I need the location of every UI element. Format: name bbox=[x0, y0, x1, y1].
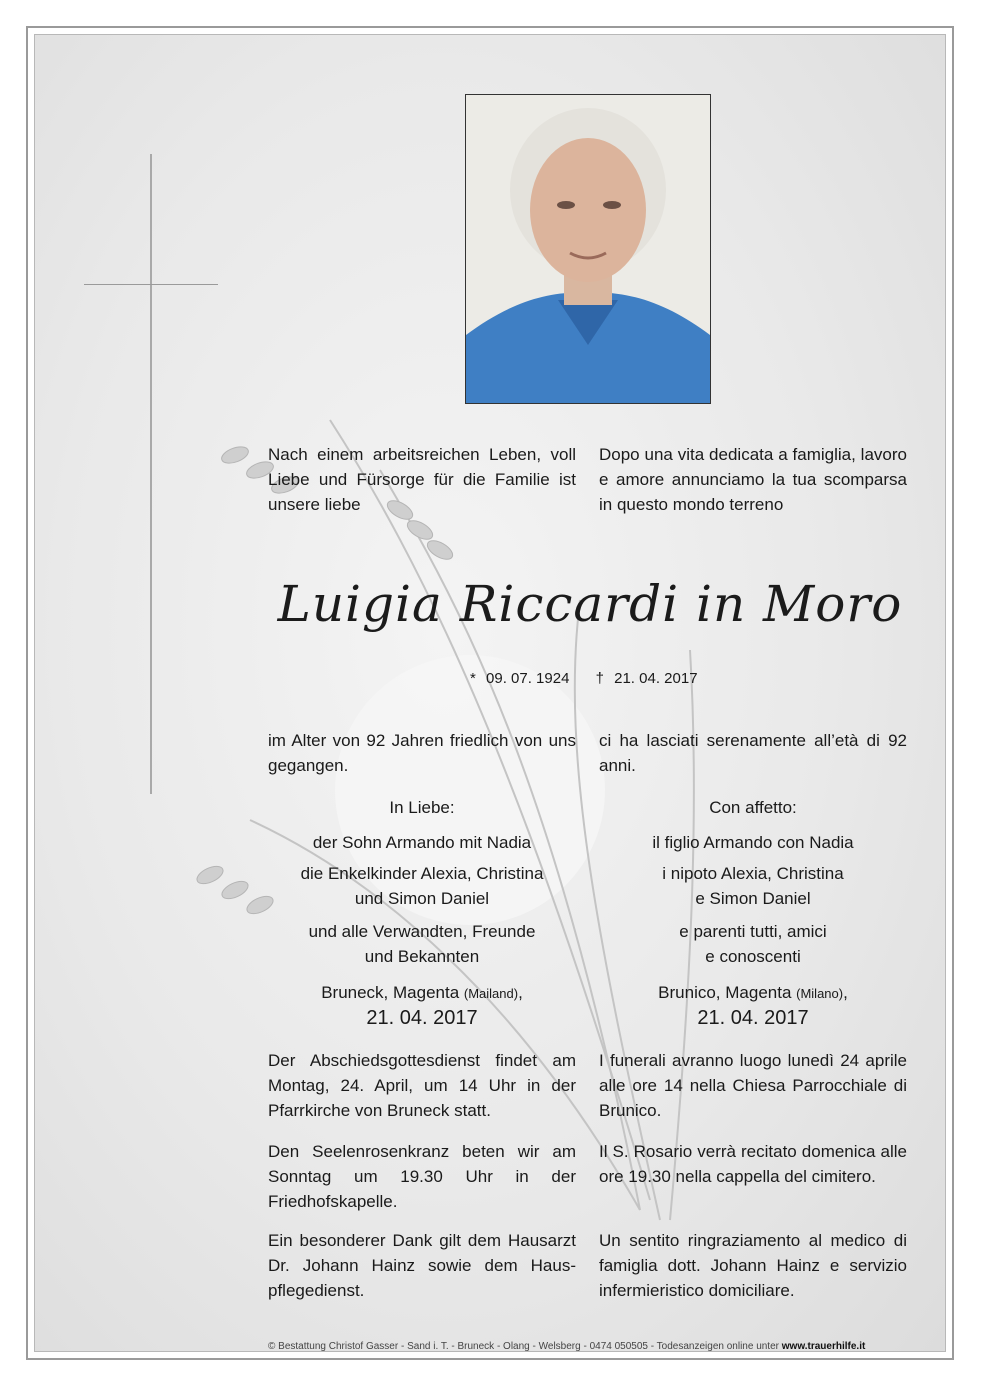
family-line: die Enkelkinder Alexia, Christina bbox=[300, 864, 544, 883]
age-text-it: ci ha lasciati serenamente all’età di 92 anni. bbox=[599, 731, 907, 775]
death-date: 21. 04. 2017 bbox=[614, 670, 698, 687]
cross-horizontal bbox=[84, 284, 218, 285]
sign-date-de: 21. 04. 2017 bbox=[366, 1007, 478, 1029]
family-line: der Sohn Armando mit Nadia bbox=[312, 833, 532, 852]
place-it: Brunico, Magenta bbox=[658, 983, 792, 1002]
deceased-name: Luigia Riccardi in Moro bbox=[277, 575, 903, 633]
mourners-de bbox=[268, 795, 576, 969]
family-line: i nipoto Alexia, Christina bbox=[662, 864, 844, 883]
footer-text: © Bestattung Christof Gasser - Sand i. T. - Bruneck - Olang - Welsberg - 0474 050505 - Todesanzeigen online unter bbox=[268, 1341, 779, 1352]
love-heading-de: In Liebe: bbox=[389, 798, 455, 817]
birth-symbol: * bbox=[470, 670, 476, 687]
family-line: und Bekannten bbox=[364, 947, 480, 966]
family-line: und Simon Daniel bbox=[354, 889, 490, 908]
footer bbox=[268, 1341, 918, 1352]
cross-vertical bbox=[150, 154, 152, 794]
place-note-de: (Mailand) bbox=[463, 986, 519, 1001]
funeral-text-de: Der Abschiedsgottesdienst findet am Montag, 24. April, um 14 Uhr in der Pfarrkirche von Bruneck statt. bbox=[268, 1051, 576, 1120]
birth-date: 09. 07. 1924 bbox=[486, 670, 570, 687]
family-line: il figlio Armando con Nadia bbox=[652, 833, 854, 852]
funeral-text-it: I funerali avranno luogo lunedì 24 aprile alle ore 14 nella Chiesa Parrocchiale di Brunico. bbox=[599, 1051, 907, 1120]
family-line: e conoscenti bbox=[705, 947, 801, 966]
sign-date-it: 21. 04. 2017 bbox=[697, 1007, 809, 1029]
age-text-de: im Alter von 92 Jahren friedlich von uns gegangen. bbox=[268, 731, 576, 775]
love-heading-it: Con affetto: bbox=[709, 798, 797, 817]
place-de: Bruneck, Magenta bbox=[321, 983, 460, 1002]
rosary-text-de: Den Seelenrosenkranz beten wir am Sonntag um 19.30 Uhr in der Friedhofskapelle. bbox=[268, 1142, 576, 1211]
thanks-text-de: Ein besonderer Dank gilt dem Hausarzt Dr. Johann Hainz sowie dem Haus- pflegedienst. bbox=[268, 1231, 576, 1300]
family-line: e Simon Daniel bbox=[695, 889, 811, 908]
thanks-text-it: Un sentito ringraziamento al medico di famiglia dott. Johann Hainz e servizio infermieristico domiciliare. bbox=[599, 1231, 907, 1300]
place-date-it: Brunico, Magenta (Milano), 21. 04. 2017 bbox=[599, 980, 907, 1031]
death-symbol: † bbox=[595, 670, 604, 687]
family-line: und alle Verwandten, Freunde bbox=[308, 922, 536, 941]
place-date-de: Bruneck, Magenta (Mailand), 21. 04. 2017 bbox=[268, 980, 576, 1031]
family-line: e parenti tutti, amici bbox=[679, 922, 827, 941]
intro-text-it: Dopo una vita dedicata a famiglia, lavoro e amore annunciamo la tua scomparsa in questo mondo terreno bbox=[599, 445, 907, 514]
intro-text-de: Nach einem arbeitsreichen Leben, voll Liebe und Fürsorge für die Familie ist unsere liebe bbox=[268, 445, 576, 514]
rosary-text-it: Il S. Rosario verrà recitato domenica alle ore 19.30 nella cappella del cimitero. bbox=[599, 1142, 907, 1186]
place-note-it: (Milano) bbox=[796, 986, 844, 1001]
mourners-it bbox=[599, 795, 907, 969]
footer-url[interactable]: www.trauerhilfe.it bbox=[781, 1341, 866, 1352]
life-dates bbox=[470, 670, 730, 687]
portrait-photo bbox=[465, 94, 711, 404]
